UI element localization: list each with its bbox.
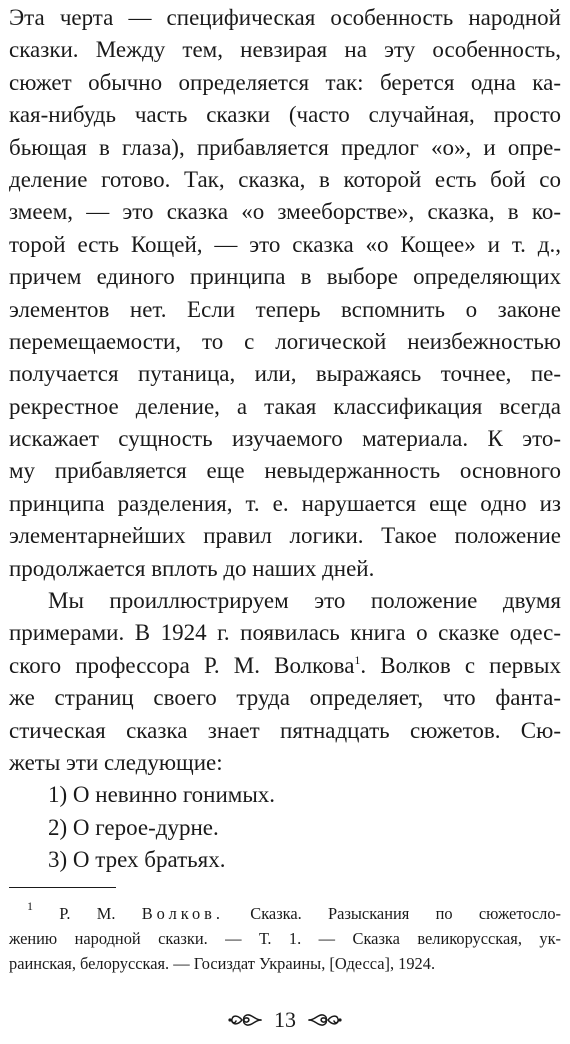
text-line: кая-нибудь часть сказки (часто случайная, просто [9,102,561,128]
list-item: 2) О герое-дурне. [48,814,219,840]
text-line: деление готово. Так, сказка, в которой есть бой со [9,166,561,192]
text-line: сказки. Между тем, невзирая на эту особенность, [9,37,561,63]
text-line: же страниц своего труда определяет, что фанта- [9,685,561,711]
footnote-author-initials: Р. М. [59,904,116,923]
footnote-separator [9,887,116,888]
footnote-mark: 1 [27,899,33,913]
footnote-author-surname: Волков. [141,904,224,923]
text-line: стическая сказка знает пятнадцать сюжетов. Сю- [9,717,561,743]
text-line: Мы проиллюстрируем это положение двумя [48,588,561,614]
text-line: продолжается вплоть до наших дней. [9,555,375,581]
text-line-with-footnote-ref [9,650,561,682]
text-line: элементов нет. Если теперь вспомнить о законе [9,296,561,322]
text-line: перемещаемости, то с логической неизбежностью [9,328,561,354]
text-line: получается путаница, или, выражаясь точнее, пе- [9,361,561,387]
text-line: элементарнейших правил логики. Такое положение [9,523,561,549]
footnote-line [9,901,561,926]
text-line: му прибавляется еще невыдержанность основного [9,458,561,484]
list-item: 3) О трех братьях. [48,847,226,873]
footnote-text: Сказка. Разыскания по сюжетосло- [250,904,561,923]
page-number: 13 [274,1007,296,1032]
text-line: искажает сущность изучаемого материала. К это- [9,426,561,452]
footnote-line: раинская, белорусская. — Госиздат Украины, [Одесса], 1924. [9,954,436,973]
footnote-line: жению народной сказки. — Т. 1. — Сказка великорусская, ук- [9,929,561,948]
text-line: рекрестное деление, а такая классификация всегда [9,393,561,419]
page-footer [0,1003,570,1037]
text-line: Эта черта — специфическая особенность народной [9,5,561,30]
list-item: 1) О невинно гонимых. [48,782,276,808]
text-line: сюжет обычно определяется так: берется одна ка- [9,69,561,95]
text-segment: . Волков с первых [360,652,561,678]
body-text [9,2,561,877]
text-line: бьющая в глаза), прибавляется предлог «о», и опре- [9,134,561,160]
left-flourish-icon [228,1009,262,1031]
text-line: принципа разделения, т. е. нарушается еще одно из [9,490,561,516]
text-line: примерами. В 1924 г. появилась книга о сказке одес- [9,620,561,646]
text-line: причем единого принципа в выборе определяющих [9,264,561,290]
footnote-reference[interactable]: 1 [354,652,361,667]
text-line: жеты эти следующие: [9,749,223,775]
footnotes [9,901,561,976]
right-flourish-icon [308,1009,342,1031]
text-segment: ского профессора Р. М. Волкова [9,652,355,678]
text-line: змеем, — это сказка «о змееборстве», сказка, в ко- [9,199,561,225]
text-line: торой есть Кощей, — это сказка «о Кощее» и т. д., [9,231,561,257]
